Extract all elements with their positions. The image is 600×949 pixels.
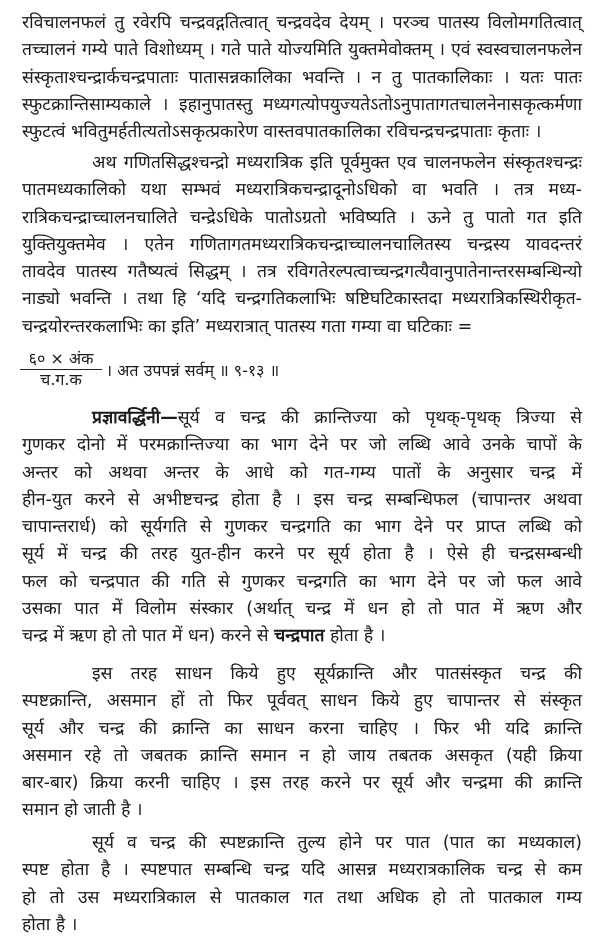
text-line: सूर्य व चन्द्र की स्पष्टक्रान्ति तुल्य होने पर पात (पात का मध्यकाल) bbox=[92, 833, 582, 853]
text-line: असमान रहे तो जबतक क्रान्ति समान न हो जाय तबतक असकृत (यही क्रिया bbox=[22, 745, 582, 766]
text-line: नाड्यो भवन्ति । तथा हि ‘यदि चन्द्रगतिकलाभिः षष्टिघटिकास्तदा मध्यरात्रिकस्थिरीकृत- bbox=[22, 289, 582, 310]
text-line: सूर्य में चन्द्र की तरह युत-हीन करने पर सूर्य होता है । ऐसे ही चन्द्रसम्बन्धी bbox=[22, 544, 582, 565]
bold-term: प्रज्ञावर्द्धिनी— bbox=[92, 408, 178, 428]
text-line: रविचालनफलं तु रवेरपि चन्द्रवद्गतित्वात् चन्द्रवदेव देयम् । परञ्च पातस्य विलोमगतित्वात् bbox=[22, 13, 582, 33]
prajnavardhini-commentary-paragraph bbox=[22, 405, 582, 651]
text-line: हो तो उस मध्यरात्रिकाल से पातकाल गत तथा अधिक हो तो पातकाल गम्य bbox=[22, 887, 582, 908]
text-line: बार-बार) क्रिया करनी चाहिए । इस तरह करने पर सूर्य और चन्द्रमा की क्रान्ति bbox=[22, 773, 582, 794]
text-line: उसका पात में विलोम संस्कार (अर्थात् चन्द्र में धन हो तो पात में ऋण और bbox=[22, 599, 582, 620]
text-line: अथ गणितसिद्धश्चन्द्रो मध्यरात्रिक इति पूर्वमुक्त एव चालनफलेन संस्कृतश्चन्द्रः bbox=[92, 153, 582, 173]
text-line: चन्द्रयोरन्तरकलाभिः का इति’ मध्यरात्रात् पातस्य गता गम्या वा घटिकाः = bbox=[22, 316, 473, 337]
text-line: अन्तर को अथवा अन्तर के आधे को गत-गम्य पातों के अनुसार चन्द्र में bbox=[22, 462, 582, 483]
sanskrit-paragraph-2 bbox=[22, 150, 582, 341]
fraction-denominator: च.ग.क bbox=[40, 370, 82, 389]
text-line: फल को चन्द्रपात की गति से गुणकर चन्द्रगति का भाग देने पर जो फल आवे bbox=[22, 571, 582, 592]
formula bbox=[20, 349, 279, 390]
text-line: स्पष्टक्रान्ति, असमान हों तो फिर पूर्ववत् साधन किये हुए चापान्तर से संस्कृत bbox=[22, 691, 582, 712]
text-line: स्फुटत्वं भवितुमर्हतीत्यतोऽसकृत्प्रकारेण वास्तवपातकालिका रविचन्द्रचन्द्रपाताः कृताः । bbox=[22, 122, 542, 143]
text-line: इस तरह साधन किये हुए सूर्यक्रान्ति और पातसंस्कृत चन्द्र की bbox=[92, 664, 582, 684]
text-line: संस्कृताश्चन्द्रार्कचन्द्रपाताः पातासन्नकालिका भवन्ति । न तु पातकालिकाः । यतः पातः bbox=[22, 67, 582, 88]
hindi-paragraph-3 bbox=[22, 830, 582, 939]
fraction bbox=[20, 349, 102, 390]
text-line: रात्रिकचन्द्राच्चालनचालिते चन्द्रेऽधिके पातोऽग्रतो भविष्यति । ऊने तु पातो गत इति bbox=[22, 207, 582, 228]
fraction-numerator: ६० × अंक bbox=[28, 349, 94, 368]
text-line: गुणकर दोनो में परमक्रान्तिज्या का भाग देने पर जो लब्धि आवे उनके चापों के bbox=[22, 435, 582, 456]
text-line: तावदेव पातस्य गतैष्यत्वं सिद्धम् । तत्र रविगतेरल्पत्वाच्चन्द्रगत्यैवानुपातेनान्तरसम्बन्धिन्यो bbox=[22, 262, 582, 283]
hindi-paragraph-2 bbox=[22, 661, 582, 825]
text-line: युक्तियुक्तमेव । एतेन गणितागतमध्यरात्रिकचन्द्राच्चालनचालितस्य चन्द्रस्य यावदन्तरं bbox=[22, 234, 582, 255]
text-line: हीन-युत करने से अभीष्टचन्द्र होता है । इस चन्द्र सम्बन्धिफल (चापान्तर अथवा bbox=[22, 489, 582, 510]
text-line: चापान्तरार्ध) को सूर्यगति से गुणकर चन्द्रगति का भाग देने पर प्राप्त लब्धि को bbox=[22, 517, 582, 538]
bold-term: चन्द्रपात bbox=[274, 626, 325, 647]
text-line bbox=[22, 405, 582, 432]
text-line: तच्चालनं गम्ये पाते विशोध्यम् । गते पाते योज्यमिति युक्तमेवोक्तम् । एवं स्वस्वचालनफलेन bbox=[22, 40, 582, 61]
text-line: समान हो जाती है । bbox=[22, 800, 143, 821]
text-line: पातमध्यकालिको यथा सम्भवं मध्यरात्रिकचन्द्रादूनोऽधिको वा भवति । तत्र मध्य- bbox=[22, 180, 582, 201]
text-line bbox=[22, 623, 582, 650]
text-line: होता है । bbox=[22, 914, 78, 935]
text-line: स्फुटक्रान्तिसाम्यकाले । इहानुपातस्तु मध्यगत्योपयुज्यतेऽतोऽनुपातागतचालनेनासकृत्कर्मणा bbox=[22, 94, 582, 115]
text-segment: चन्द्र में ऋण हो तो पात में धन) करने से bbox=[22, 626, 275, 647]
text-segment: सूर्य व चन्द्र की क्रान्तिज्या को पृथक्-पृथक् त्रिज्या से bbox=[177, 408, 582, 428]
text-line: स्पष्ट होता है । स्पष्टपात सम्बन्धि चन्द्र यदि आसन्न मध्यरात्रकालिक चन्द्र से कम bbox=[22, 860, 582, 881]
text-segment: होता है । bbox=[324, 626, 386, 647]
text-line: सूर्य और चन्द्र की क्रान्ति का साधन करना चाहिए । फिर भी यदि क्रान्ति bbox=[22, 718, 582, 739]
formula-conclusion: । अत उपपन्नं सर्वम् ॥ ९-१३ ॥ bbox=[106, 360, 280, 380]
sanskrit-paragraph-1 bbox=[22, 10, 582, 146]
